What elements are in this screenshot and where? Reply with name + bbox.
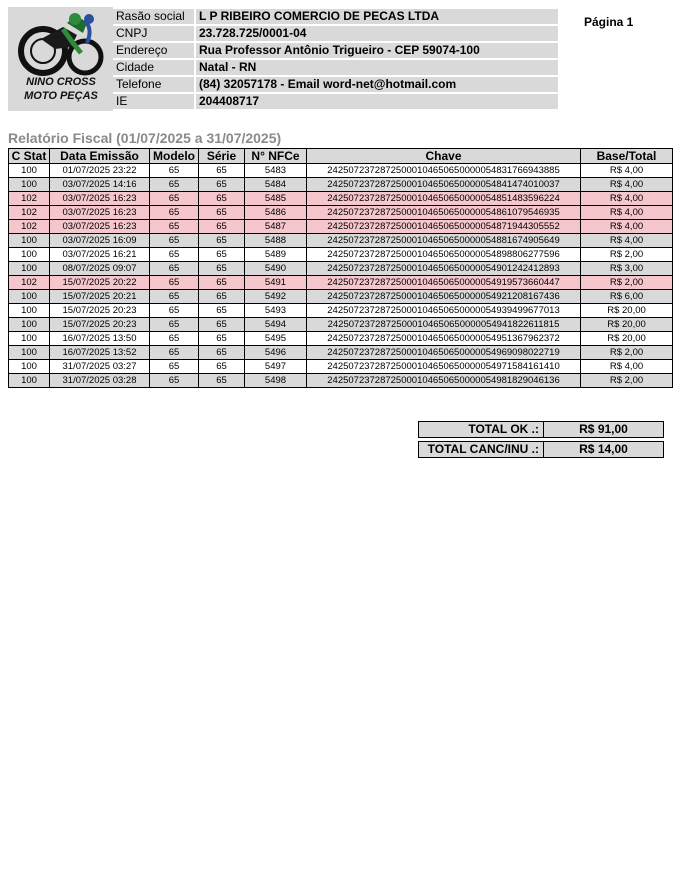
company-row-phone [113, 77, 558, 92]
cell-series: 65 [199, 206, 245, 220]
invoice-table [8, 148, 673, 388]
page-number: Página 1 [584, 15, 634, 29]
table-row [9, 262, 673, 276]
table-row [9, 318, 673, 332]
cell-key: 24250723728725000104650650000054861079546935 [307, 206, 581, 220]
invoice-table-body [9, 164, 673, 388]
cell-series: 65 [199, 192, 245, 206]
company-logo [8, 7, 113, 111]
company-row-city [113, 60, 558, 75]
cell-number: 5491 [245, 276, 307, 290]
table-row [9, 360, 673, 374]
cell-number: 5483 [245, 164, 307, 178]
cell-series: 65 [199, 346, 245, 360]
company-row-ie [113, 94, 558, 109]
cell-number: 5487 [245, 220, 307, 234]
cell-total: R$ 4,00 [581, 220, 673, 234]
cell-model: 65 [150, 178, 199, 192]
table-row [9, 346, 673, 360]
cell-key: 24250723728725000104650650000054969098022719 [307, 346, 581, 360]
cell-cstat: 102 [9, 276, 50, 290]
cell-model: 65 [150, 192, 199, 206]
company-label: Endereço [113, 43, 196, 58]
column-header-total: Base/Total [581, 149, 673, 164]
cell-series: 65 [199, 276, 245, 290]
cell-key: 24250723728725000104650650000054851483596224 [307, 192, 581, 206]
cell-key: 24250723728725000104650650000054831766943885 [307, 164, 581, 178]
cell-model: 65 [150, 290, 199, 304]
column-header-number: N° NFCe [245, 149, 307, 164]
cell-model: 65 [150, 248, 199, 262]
total-ok-box [418, 421, 664, 438]
cell-series: 65 [199, 234, 245, 248]
cell-date: 01/07/2025 23:22 [50, 164, 150, 178]
cell-key: 24250723728725000104650650000054951367962372 [307, 332, 581, 346]
cell-model: 65 [150, 234, 199, 248]
cell-model: 65 [150, 220, 199, 234]
cell-key: 24250723728725000104650650000054881674905649 [307, 234, 581, 248]
cell-total: R$ 2,00 [581, 276, 673, 290]
cell-model: 65 [150, 164, 199, 178]
cell-number: 5488 [245, 234, 307, 248]
cell-total: R$ 2,00 [581, 346, 673, 360]
cell-cstat: 100 [9, 248, 50, 262]
table-row [9, 164, 673, 178]
cell-model: 65 [150, 360, 199, 374]
cell-series: 65 [199, 290, 245, 304]
cell-total: R$ 3,00 [581, 262, 673, 276]
cell-date: 03/07/2025 16:23 [50, 220, 150, 234]
cell-series: 65 [199, 304, 245, 318]
table-row [9, 276, 673, 290]
cell-number: 5498 [245, 374, 307, 388]
cell-number: 5486 [245, 206, 307, 220]
column-header-date: Data Emissão [50, 149, 150, 164]
table-row [9, 192, 673, 206]
cell-total: R$ 20,00 [581, 304, 673, 318]
cell-series: 65 [199, 164, 245, 178]
cell-number: 5497 [245, 360, 307, 374]
cell-number: 5489 [245, 248, 307, 262]
company-value: Rua Professor Antônio Trigueiro - CEP 59074-100 [196, 43, 558, 58]
cell-date: 03/07/2025 16:09 [50, 234, 150, 248]
cell-cstat: 100 [9, 360, 50, 374]
company-value: L P RIBEIRO COMERCIO DE PECAS LTDA [196, 9, 558, 24]
cell-cstat: 100 [9, 318, 50, 332]
cell-number: 5493 [245, 304, 307, 318]
table-row [9, 178, 673, 192]
cell-cstat: 100 [9, 262, 50, 276]
cell-series: 65 [199, 262, 245, 276]
cell-model: 65 [150, 318, 199, 332]
company-label: Cidade [113, 60, 196, 75]
cell-model: 65 [150, 374, 199, 388]
column-header-model: Modelo [150, 149, 199, 164]
table-row [9, 206, 673, 220]
cell-cstat: 100 [9, 290, 50, 304]
cell-key: 24250723728725000104650650000054941822611815 [307, 318, 581, 332]
table-row [9, 220, 673, 234]
column-header-key: Chave [307, 149, 581, 164]
total-ok-label: TOTAL OK .: [419, 422, 544, 438]
company-row-name [113, 9, 558, 24]
total-cancelled-value: R$ 14,00 [544, 442, 664, 458]
cell-date: 31/07/2025 03:28 [50, 374, 150, 388]
company-label: CNPJ [113, 26, 196, 41]
cell-cstat: 100 [9, 234, 50, 248]
cell-cstat: 102 [9, 192, 50, 206]
column-header-series: Série [199, 149, 245, 164]
cell-total: R$ 6,00 [581, 290, 673, 304]
cell-cstat: 100 [9, 332, 50, 346]
cell-model: 65 [150, 276, 199, 290]
cell-key: 24250723728725000104650650000054921208167436 [307, 290, 581, 304]
cell-series: 65 [199, 374, 245, 388]
cell-cstat: 100 [9, 178, 50, 192]
cell-cstat: 102 [9, 206, 50, 220]
cell-date: 31/07/2025 03:27 [50, 360, 150, 374]
cell-series: 65 [199, 332, 245, 346]
total-ok-value: R$ 91,00 [544, 422, 664, 438]
company-row-cnpj [113, 26, 558, 41]
table-row [9, 290, 673, 304]
cell-key: 24250723728725000104650650000054939499677013 [307, 304, 581, 318]
cell-key: 24250723728725000104650650000054971584161410 [307, 360, 581, 374]
table-row [9, 332, 673, 346]
cell-total: R$ 4,00 [581, 234, 673, 248]
cell-total: R$ 4,00 [581, 360, 673, 374]
cell-total: R$ 4,00 [581, 206, 673, 220]
cell-date: 03/07/2025 16:23 [50, 206, 150, 220]
cell-series: 65 [199, 360, 245, 374]
cell-key: 24250723728725000104650650000054981829046136 [307, 374, 581, 388]
cell-total: R$ 2,00 [581, 248, 673, 262]
cell-key: 24250723728725000104650650000054919573660447 [307, 276, 581, 290]
cell-date: 16/07/2025 13:50 [50, 332, 150, 346]
table-row [9, 304, 673, 318]
cell-date: 15/07/2025 20:21 [50, 290, 150, 304]
company-value: Natal - RN [196, 60, 558, 75]
company-value: 204408717 [196, 94, 558, 109]
cell-cstat: 100 [9, 304, 50, 318]
cell-series: 65 [199, 178, 245, 192]
company-label: Telefone [113, 77, 196, 92]
cell-total: R$ 4,00 [581, 164, 673, 178]
cell-cstat: 100 [9, 346, 50, 360]
cell-date: 15/07/2025 20:23 [50, 318, 150, 332]
cell-cstat: 100 [9, 374, 50, 388]
cell-total: R$ 4,00 [581, 178, 673, 192]
total-cancelled-label: TOTAL CANC/INU .: [419, 442, 544, 458]
cell-key: 24250723728725000104650650000054871944305552 [307, 220, 581, 234]
cell-key: 24250723728725000104650650000054841474010037 [307, 178, 581, 192]
cell-model: 65 [150, 332, 199, 346]
report-title: Relatório Fiscal (01/07/2025 a 31/07/2025) [8, 130, 282, 146]
cell-key: 24250723728725000104650650000054901242412893 [307, 262, 581, 276]
company-label: Rasão social [113, 9, 196, 24]
company-value: (84) 32057178 - Email word-net@hotmail.com [196, 77, 558, 92]
cell-date: 03/07/2025 16:21 [50, 248, 150, 262]
cell-model: 65 [150, 206, 199, 220]
company-row-address [113, 43, 558, 58]
cell-cstat: 102 [9, 220, 50, 234]
logo-text-line2: MOTO PEÇAS [23, 90, 98, 102]
cell-number: 5495 [245, 332, 307, 346]
cell-total: R$ 20,00 [581, 332, 673, 346]
cell-number: 5490 [245, 262, 307, 276]
cell-series: 65 [199, 220, 245, 234]
motocross-logo-icon [11, 9, 111, 109]
cell-series: 65 [199, 248, 245, 262]
table-header-row [9, 149, 673, 164]
cell-total: R$ 2,00 [581, 374, 673, 388]
table-row [9, 374, 673, 388]
cell-date: 03/07/2025 14:16 [50, 178, 150, 192]
cell-date: 08/07/2025 09:07 [50, 262, 150, 276]
company-label: IE [113, 94, 196, 109]
table-row [9, 248, 673, 262]
logo-text-line1: NINO CROSS [25, 76, 96, 88]
cell-cstat: 100 [9, 164, 50, 178]
company-value: 23.728.725/0001-04 [196, 26, 558, 41]
cell-date: 16/07/2025 13:52 [50, 346, 150, 360]
cell-number: 5494 [245, 318, 307, 332]
cell-model: 65 [150, 262, 199, 276]
cell-number: 5484 [245, 178, 307, 192]
cell-model: 65 [150, 346, 199, 360]
table-row [9, 234, 673, 248]
company-info-table [113, 7, 558, 111]
cell-key: 24250723728725000104650650000054898806277596 [307, 248, 581, 262]
cell-series: 65 [199, 318, 245, 332]
cell-total: R$ 20,00 [581, 318, 673, 332]
cell-number: 5496 [245, 346, 307, 360]
total-cancelled-box [418, 441, 664, 458]
cell-number: 5492 [245, 290, 307, 304]
cell-total: R$ 4,00 [581, 192, 673, 206]
cell-date: 15/07/2025 20:22 [50, 276, 150, 290]
cell-model: 65 [150, 304, 199, 318]
cell-date: 15/07/2025 20:23 [50, 304, 150, 318]
column-header-cstat: C Stat [9, 149, 50, 164]
cell-date: 03/07/2025 16:23 [50, 192, 150, 206]
cell-number: 5485 [245, 192, 307, 206]
